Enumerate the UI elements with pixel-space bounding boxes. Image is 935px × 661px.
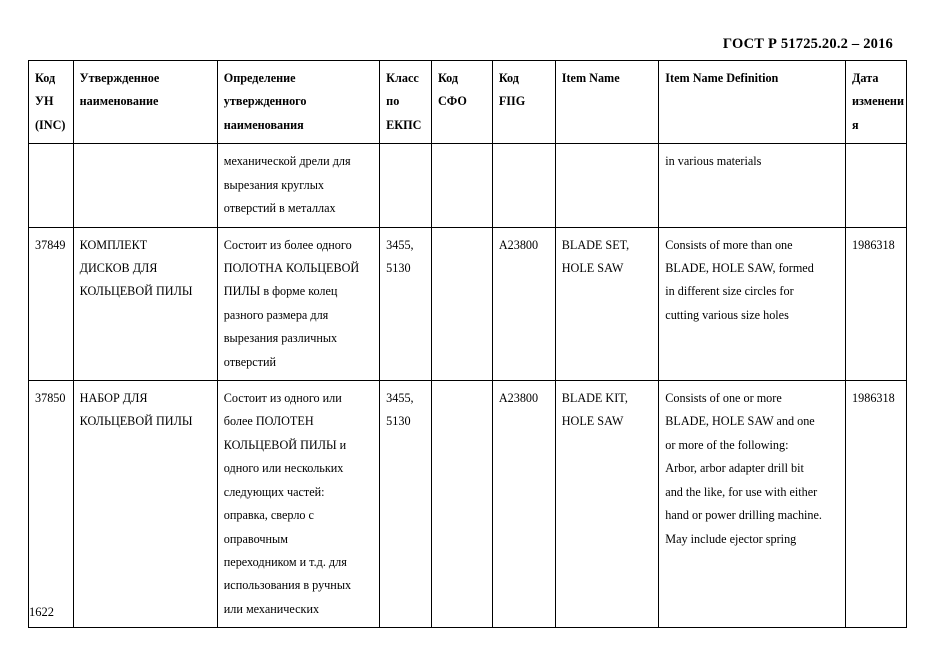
cell-item-name-definition: Consists of one or more BLADE, HOLE SAW and one or more of the following: Arbor, arbor adapter drill bit and the like, for use with either hand or power drilling machine. May include ejector spring (659, 381, 846, 628)
cell-item-name-definition: in various materials (659, 144, 846, 227)
cell-fiig-code (492, 144, 555, 227)
cell-ekps-class: 3455, 5130 (380, 227, 432, 381)
page-number: 1622 (29, 605, 54, 619)
column-header-approved-name: Утвержденное наименование (73, 61, 217, 144)
page-header-standard-reference: ГОСТ Р 51725.20.2 – 2016 (722, 36, 893, 52)
cell-ekps-class (380, 144, 432, 227)
cell-change-date (846, 144, 907, 227)
cell-approved-name (73, 144, 217, 227)
cell-item-name-definition: Consists of more than one BLADE, HOLE SAW, formed in different size circles for cutting various size holes (659, 227, 846, 381)
cell-sfo-code (431, 227, 492, 381)
cell-approved-name: НАБОР ДЛЯ КОЛЬЦЕВОЙ ПИЛЫ (73, 381, 217, 628)
cell-fiig-code: A23800 (492, 381, 555, 628)
cell-inc (29, 144, 74, 227)
column-header-ekps-class: Класс по ЕКПС (380, 61, 432, 144)
cell-inc: 37850 (29, 381, 74, 628)
column-header-item-name: Item Name (555, 61, 659, 144)
cell-sfo-code (431, 381, 492, 628)
cell-approved-name: КОМПЛЕКТ ДИСКОВ ДЛЯ КОЛЬЦЕВОЙ ПИЛЫ (73, 227, 217, 381)
column-header-fiig-code: Код FIIG (492, 61, 555, 144)
cell-item-name: BLADE SET, HOLE SAW (555, 227, 659, 381)
inc-catalog-table (28, 60, 907, 628)
column-header-change-date: Дата изменени я (846, 61, 907, 144)
cell-definition: Состоит из одного или более ПОЛОТЕН КОЛЬЦЕВОЙ ПИЛЫ и одного или нескольких следующих частей: оправка, сверло с оправочным переходником и т.д. для использования в ручных или механических (217, 381, 379, 628)
table-body (29, 144, 907, 628)
column-header-item-name-definition: Item Name Definition (659, 61, 846, 144)
cell-definition: Состоит из более одного ПОЛОТНА КОЛЬЦЕВОЙ ПИЛЫ в форме колец разного размера для вырезания различных отверстий (217, 227, 379, 381)
table-header-row (29, 61, 907, 144)
cell-item-name (555, 144, 659, 227)
cell-sfo-code (431, 144, 492, 227)
cell-change-date: 1986318 (846, 227, 907, 381)
table-row (29, 144, 907, 227)
cell-ekps-class: 3455, 5130 (380, 381, 432, 628)
cell-inc: 37849 (29, 227, 74, 381)
cell-change-date: 1986318 (846, 381, 907, 628)
table-row (29, 381, 907, 628)
table-row (29, 227, 907, 381)
column-header-definition: Определение утвержденного наименования (217, 61, 379, 144)
cell-fiig-code: A23800 (492, 227, 555, 381)
cell-item-name: BLADE KIT, HOLE SAW (555, 381, 659, 628)
column-header-inc: Код УН (INC) (29, 61, 74, 144)
cell-definition: механической дрели для вырезания круглых отверстий в металлах (217, 144, 379, 227)
column-header-sfo-code: Код СФО (431, 61, 492, 144)
